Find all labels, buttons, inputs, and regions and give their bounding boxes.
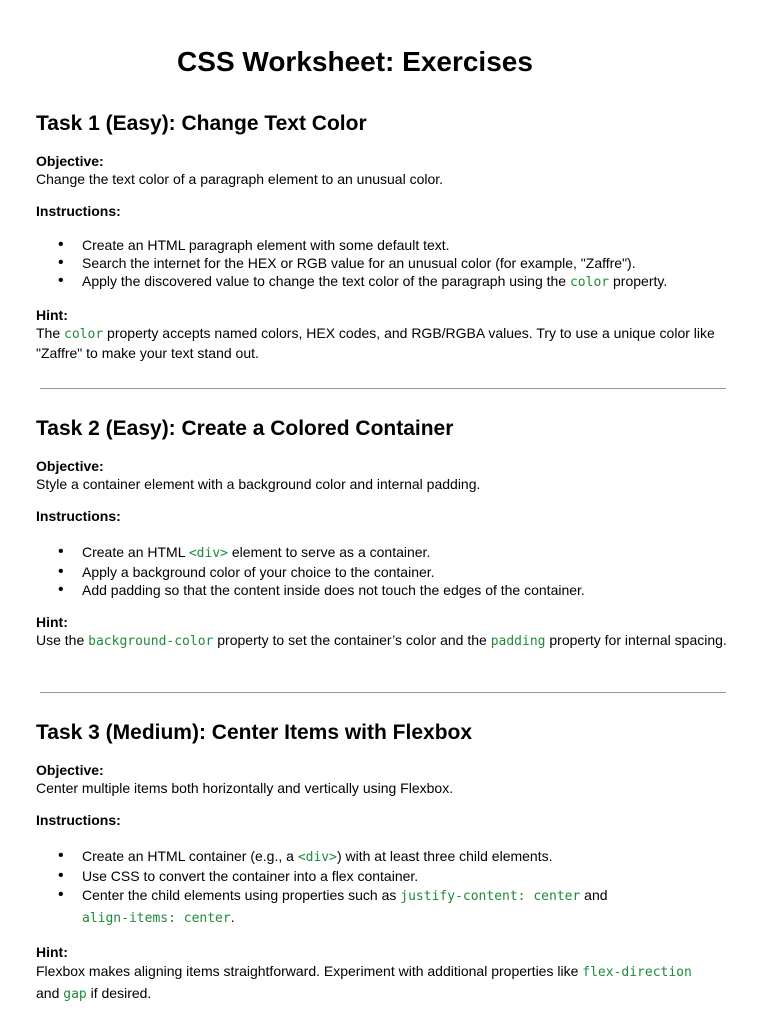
task-2-instructions-list bbox=[36, 543, 736, 599]
list-item: • Apply the discovered value to change the text color of the paragraph using the color property. bbox=[36, 272, 736, 292]
section-divider bbox=[40, 388, 726, 389]
task-3-instructions-list bbox=[36, 847, 736, 929]
task-2-instructions-label: Instructions: bbox=[36, 508, 121, 524]
task-3-instructions-label: Instructions: bbox=[36, 812, 121, 828]
task-1-objective-label: Objective: bbox=[36, 153, 104, 169]
task-1-instructions-label: Instructions: bbox=[36, 203, 121, 219]
task-1-hint-text: The color property accepts named colors, HEX codes, and RGB/RGBA values. Try to use a unique color like "Zaffre" to make your text stand out. bbox=[36, 325, 715, 361]
inline-code: <div> bbox=[297, 850, 337, 865]
task-3-hint-label: Hint: bbox=[36, 944, 68, 960]
worksheet-title: CSS Worksheet: Exercises bbox=[177, 46, 533, 77]
task-2-section bbox=[36, 415, 736, 651]
list-item: • Create an HTML <div> element to serve as a container. bbox=[36, 543, 736, 563]
list-item: • Search the internet for the HEX or RGB value for an unusual color (for example, "Zaffre"). bbox=[36, 254, 736, 272]
inline-code: <div> bbox=[188, 546, 228, 561]
task-2-title: Task 2 (Easy): Create a Colored Container bbox=[36, 417, 454, 440]
inline-code: align-items: center bbox=[82, 911, 231, 926]
inline-code: padding bbox=[490, 634, 546, 649]
section-divider bbox=[40, 692, 726, 693]
inline-code: color bbox=[569, 275, 610, 290]
list-item: • Use CSS to convert the container into a flex container. bbox=[36, 867, 736, 885]
task-2-objective-text: Style a container element with a background color and internal padding. bbox=[36, 476, 481, 492]
task-1-hint-label: Hint: bbox=[36, 307, 68, 323]
list-item: • Apply a background color of your choice to the container. bbox=[36, 563, 736, 581]
list-item: • Add padding so that the content inside does not touch the edges of the container. bbox=[36, 581, 736, 599]
inline-code: color bbox=[64, 327, 104, 342]
task-2-hint-label: Hint: bbox=[36, 614, 68, 630]
inline-code: justify-content: center bbox=[400, 889, 581, 904]
inline-code: gap bbox=[63, 987, 87, 1002]
task-3-objective-label: Objective: bbox=[36, 762, 104, 778]
task-3-section bbox=[36, 719, 736, 1005]
list-item: • Center the child elements using properties such as justify-content: center and align-items: center. bbox=[36, 885, 736, 929]
task-1-title: Task 1 (Easy): Change Text Color bbox=[36, 112, 367, 135]
task-1-instructions-list bbox=[36, 236, 736, 292]
list-item: • Create an HTML container (e.g., a <div>) with at least three child elements. bbox=[36, 847, 736, 867]
task-2-objective-label: Objective: bbox=[36, 458, 104, 474]
task-3-title: Task 3 (Medium): Center Items with Flexbox bbox=[36, 721, 473, 744]
task-1-section bbox=[36, 110, 736, 362]
inline-code: background-color bbox=[88, 634, 214, 649]
list-item: • Create an HTML paragraph element with some default text. bbox=[36, 236, 736, 254]
inline-code: flex-direction bbox=[582, 965, 692, 980]
task-1-objective-text: Change the text color of a paragraph element to an unusual color. bbox=[36, 171, 444, 187]
task-3-objective-text: Center multiple items both horizontally and vertically using Flexbox. bbox=[36, 780, 454, 796]
task-3-hint-text: Flexbox makes aligning items straightforward. Experiment with additional properties like flex-direction and gap if desired. bbox=[36, 963, 692, 1002]
task-2-hint-text: Use the background-color property to set the container’s color and the padding property for internal spacing. bbox=[36, 632, 727, 649]
